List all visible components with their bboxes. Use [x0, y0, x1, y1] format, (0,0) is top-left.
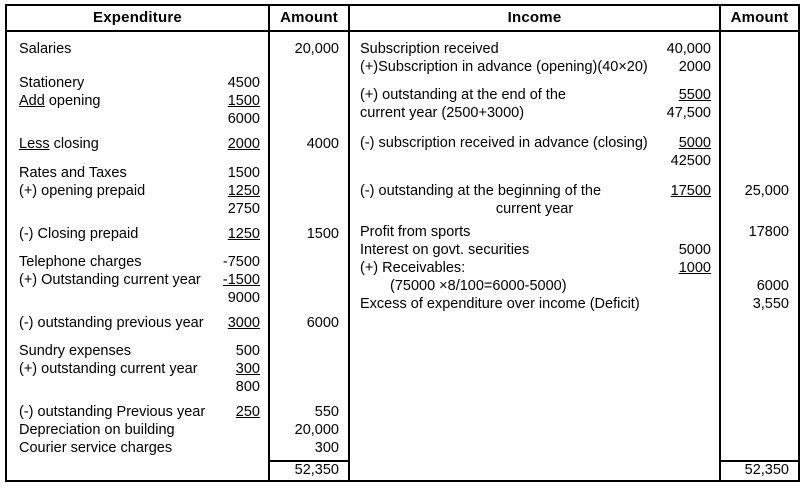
ledger-line-subamount: 47,500 — [666, 105, 711, 121]
ledger-line-label: Stationery — [19, 75, 85, 91]
ledger-line-label: Subscription received — [360, 41, 499, 57]
ledger-line-subamount: 42500 — [670, 153, 711, 169]
ledger-line-subamount: 1000 — [678, 260, 711, 276]
ledger-line-subamount: 1250 — [227, 183, 260, 199]
ledger-line-label: Add opening — [19, 93, 101, 109]
ledger-line-label: (+) outstanding at the end of the — [360, 87, 566, 103]
ledger-line-subamount: 1250 — [227, 226, 260, 242]
ledger-line-subamount: 5000 — [678, 242, 711, 258]
ledger-line-label: (-) subscription received in advance (closing) — [360, 135, 648, 151]
header-expenditure: Expenditure — [6, 5, 269, 31]
ledger-line-subamount: -1500 — [222, 272, 260, 288]
ledger-line-subamount: 800 — [235, 379, 260, 395]
income-particulars-cell — [349, 31, 720, 481]
table-body-row — [6, 31, 799, 481]
ledger-line-amount: 20,000 — [294, 422, 339, 438]
ledger-line-label: (+) Receivables: — [360, 260, 466, 276]
ledger-line-label: (-) outstanding Previous year — [19, 404, 206, 420]
ledger-line-subamount: 2000 — [227, 136, 260, 152]
ledger-line-amount: 25,000 — [744, 183, 789, 199]
ledger-line-subamount: 1500 — [227, 165, 260, 181]
ledger-line-amount: 1500 — [306, 226, 339, 242]
ledger-line-amount: 300 — [314, 440, 339, 456]
ledger-line-label: Rates and Taxes — [19, 165, 127, 181]
ledger-line-label: Courier service charges — [19, 440, 173, 456]
ledger-line-label: (+) opening prepaid — [19, 183, 146, 199]
ledger-line-label: (+)Subscription in advance (opening)(40×20) — [360, 59, 648, 75]
ledger-line-label: (-) outstanding previous year — [19, 315, 204, 331]
expenditure-amounts — [270, 32, 348, 480]
income-expenditure-table — [5, 4, 800, 482]
ledger-line-label: Sundry expenses — [19, 343, 132, 359]
ledger-line-subamount: 5000 — [678, 135, 711, 151]
ledger-line-subamount: 3000 — [227, 315, 260, 331]
ledger-line-label: (+) Outstanding current year — [19, 272, 201, 288]
ledger-line-label: Profit from sports — [360, 224, 471, 240]
ledger-line-label: current year (2500+3000) — [360, 105, 525, 121]
expenditure-particulars-cell — [6, 31, 269, 481]
ledger-line-amount: 6000 — [756, 278, 789, 294]
ledger-line-subamount: 250 — [235, 404, 260, 420]
ledger-line-label: Telephone charges — [19, 254, 142, 270]
ledger-line-label: (-) outstanding at the beginning of the — [360, 183, 602, 199]
income-amounts — [721, 32, 798, 480]
ledger-line-amount: 17800 — [748, 224, 789, 240]
ledger-line-label: Salaries — [19, 41, 72, 57]
header-income-amount: Amount — [720, 5, 799, 31]
ledger-line-subamount: 6000 — [227, 111, 260, 127]
ledger-line-subamount: 300 — [235, 361, 260, 377]
ledger-line-subamount: 1500 — [227, 93, 260, 109]
ledger-line-label: Depreciation on building — [19, 422, 175, 438]
ledger-line-label: Less closing — [19, 136, 99, 152]
ledger-line-amount: 20,000 — [294, 41, 339, 57]
header-expenditure-amount: Amount — [269, 5, 349, 31]
ledger-line-amount: 3,550 — [752, 296, 789, 312]
ledger-line-subamount: 4500 — [227, 75, 260, 91]
ledger-line-subamount: 17500 — [670, 183, 711, 199]
ledger-line-subamount: 40,000 — [666, 41, 711, 57]
income-amount-cell — [720, 31, 799, 481]
income-lines — [350, 32, 719, 480]
income-total: 52,350 — [744, 462, 789, 478]
ledger-line-subamount: 2750 — [227, 201, 260, 217]
ledger-line-amount: 4000 — [306, 136, 339, 152]
expenditure-amount-cell — [269, 31, 349, 481]
header-income: Income — [349, 5, 720, 31]
ledger-line-subamount: 9000 — [227, 290, 260, 306]
ledger-line-label: current year — [495, 201, 574, 217]
ledger-line-label: (75000 ×8/100=6000-5000) — [390, 278, 567, 294]
ledger-line-amount: 550 — [314, 404, 339, 420]
ledger-line-subamount: 500 — [235, 343, 260, 359]
expenditure-lines — [7, 32, 268, 480]
ledger-line-subamount: 2000 — [678, 59, 711, 75]
ledger-line-label: Interest on govt. securities — [360, 242, 530, 258]
ledger-line-subamount: 5500 — [678, 87, 711, 103]
ledger-line-label: (+) outstanding current year — [19, 361, 198, 377]
ledger-line-amount: 6000 — [306, 315, 339, 331]
ledger-line-label: Excess of expenditure over income (Deficit) — [360, 296, 640, 312]
ledger-line-label: (-) Closing prepaid — [19, 226, 139, 242]
table-header-row — [6, 5, 799, 31]
ledger-line-subamount: -7500 — [222, 254, 260, 270]
expenditure-total: 52,350 — [294, 462, 339, 478]
